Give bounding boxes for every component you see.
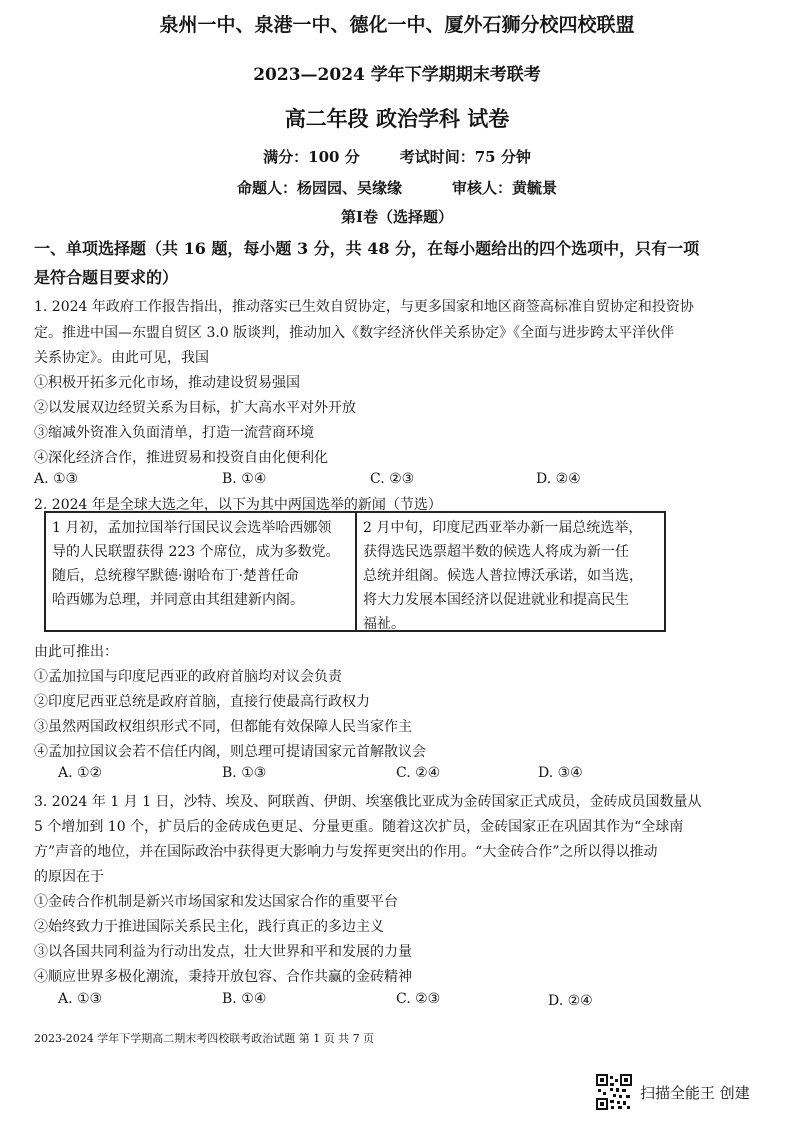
exam-meta-authors [0,177,794,198]
q1-stem-line: 1. 2024 年政府工作报告指出，推动落实已生效自贸协定，与更多国家和地区商签高标准自贸协定和投资协 [34,299,694,315]
q1-item: ③缩减外资准入负面清单，打造一流营商环境 [34,425,314,441]
q1-stem-line: 定。推进中国—东盟自贸区 3.0 版谈判，推动加入《数字经济伙伴关系协定》《全面与进步跨太平洋伙伴 [34,325,675,341]
page-footer: 2023-2024 学年下学期高二期末考四校联考政治试题 第 1 页 共 7 页 [34,1032,375,1045]
news-bangladesh [46,513,355,630]
q3-item: ①金砖合作机制是新兴市场国家和发达国家合作的重要平台 [34,894,398,910]
volume-heading: 第Ⅰ卷（选择题） [340,208,454,226]
section-instruction-line-2: 是符合题目要求的） [34,268,179,287]
exam-meta-score-time [0,146,794,167]
q3-stem-line: 3. 2024 年 1 月 1 日，沙特、埃及、阿联酋、伊朗、埃塞俄比亚成为金砖国家正式成员，金砖成员国数量从 [34,794,702,810]
paper-title: 高二年段 政治学科 试卷 [284,106,510,131]
q2-option-a: A. ①② [58,765,103,781]
q2-item: ①孟加拉国与印度尼西亚的政府首脑均对议会负责 [34,669,342,685]
news-line: 1 月初，孟加拉国举行国民议会选举哈西娜领 [52,520,332,536]
q2-item: ④孟加拉国议会若不信任内阁，则总理可提请国家元首解散议会 [34,744,426,760]
q1-item: ④深化经济合作，推进贸易和投资自由化便利化 [34,450,328,466]
q2-item: ②印度尼西亚总统是政府首脑，直接行使最高行政权力 [34,694,370,710]
q1-option-a: A. ①③ [34,471,79,487]
q2-item: ③虽然两国政权组织形式不同，但都能有效保障人民当家作主 [34,719,412,735]
q3-item: ③以各国共同利益为行动出发点，壮大世界和平和发展的力量 [34,944,412,960]
news-line: 随后，总统穆罕默德·谢哈布丁·楚普任命 [52,568,299,584]
news-line: 2 月中旬，印度尼西亚举办新一届总统选举， [363,520,643,536]
q3-item: ④顺应世界多极化潮流，秉持开放包容、合作共赢的金砖精神 [34,969,412,985]
news-line: 将大力发展本国经济以促进就业和提高民生 [363,592,629,608]
q3-stem-line: 的原因在于 [34,869,104,885]
news-line: 获得选民选票超半数的候选人将成为新一任 [363,544,629,560]
q3-option-c: C. ②③ [396,991,441,1007]
q3-stem-line: 方”声音的地位，并在国际政治中获得更大影响力与发挥更突出的作用。“大金砖合作”之所以得以推动 [34,844,658,860]
q2-option-d: D. ③④ [538,765,583,781]
news-line: 导的人民联盟获得 223 个席位，成为多数党。 [52,544,340,560]
q1-stem-line: 关系协定》。由此可见，我国 [34,350,209,366]
news-line: 总统并组阁。候选人普拉博沃承诺，如当选， [363,568,643,584]
news-line: 哈西娜为总理，并同意由其组建新内阁。 [52,592,304,608]
question-reviewer: 审核人：黄毓景 [452,179,558,197]
q2-option-c: C. ②④ [396,765,441,781]
q1-item: ①积极开拓多元化市场，推动建设贸易强国 [34,375,300,391]
news-indonesia [355,513,664,630]
school-alliance-title: 泉州一中、泉港一中、德化一中、厦外石狮分校四校联盟 [159,14,635,36]
q1-option-b: B. ①④ [222,471,267,487]
q1-option-d: D. ②④ [536,471,581,487]
q2-lead: 由此可推出： [34,644,118,660]
qr-code-icon [596,1074,632,1110]
q2-option-b: B. ①③ [222,765,267,781]
q3-stem-line: 5 个增加到 10 个，扩员后的金砖成色更足、分量更重。随着这次扩员，金砖国家正在巩固其作为“全球南 [34,819,684,835]
exam-time: 考试时间：75 分钟 [399,148,531,166]
scanner-watermark-text: 扫描全能王 创建 [640,1084,750,1102]
q3-item: ②始终致力于推进国际关系民主化，践行真正的多边主义 [34,919,384,935]
exam-name: 2023—2024 学年下学期期末考联考 [253,65,541,85]
news-excerpt-table [44,511,666,632]
question-author: 命题人：杨园园、吴缘缘 [236,179,402,197]
section-instruction-line-1: 一、单项选择题（共 16 题，每小题 3 分，共 48 分，在每小题给出的四个选项中，只有一项 [34,239,700,258]
q1-option-c: C. ②③ [370,471,415,487]
full-score: 满分：100 分 [263,148,360,166]
q3-option-b: B. ①④ [222,991,267,1007]
q1-item: ②以发展双边经贸关系为目标，扩大高水平对外开放 [34,400,356,416]
news-line: 福祉。 [363,616,405,632]
q3-option-d: D. ②④ [548,993,593,1009]
q2-stem: 2. 2024 年是全球大选之年，以下为其中两国选举的新闻（节选） [34,497,442,513]
q3-option-a: A. ①③ [58,991,103,1007]
